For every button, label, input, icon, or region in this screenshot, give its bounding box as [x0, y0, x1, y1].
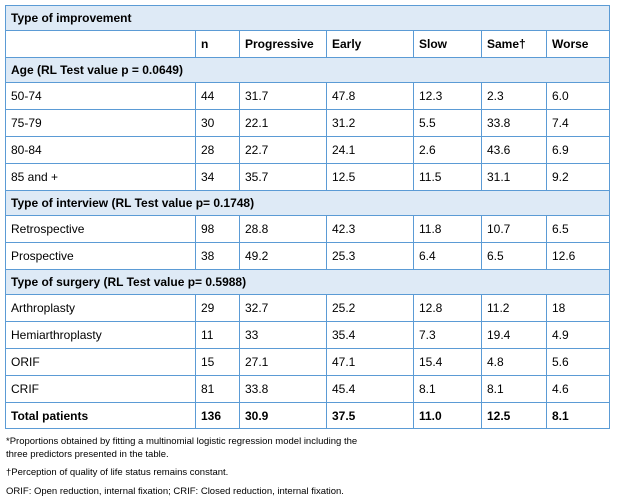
- slow-cell: 11.5: [414, 164, 482, 191]
- table-row: [6, 243, 610, 270]
- progressive-cell: 31.7: [240, 83, 327, 110]
- table-row: [6, 137, 610, 164]
- same-cell: 31.1: [482, 164, 547, 191]
- total-n-cell: 136: [196, 403, 240, 429]
- early-cell: 47.1: [327, 349, 414, 376]
- total-worse-cell: 8.1: [547, 403, 610, 429]
- header-cell-worse: Worse: [547, 31, 610, 58]
- early-cell: 31.2: [327, 110, 414, 137]
- improvement-table: [5, 5, 610, 429]
- section-header: Type of surgery (RL Test value p= 0.5988): [6, 270, 610, 295]
- row-label: CRIF: [6, 376, 196, 403]
- row-label: ORIF: [6, 349, 196, 376]
- table-row: [6, 83, 610, 110]
- footnote-abbreviations: ORIF: Open reduction, internal fixation; CRIF: Closed reduction, internal fixation.: [6, 485, 344, 497]
- total-row-label: Total patients: [6, 403, 196, 429]
- same-cell: 6.5: [482, 243, 547, 270]
- progressive-cell: 33.8: [240, 376, 327, 403]
- worse-cell: 9.2: [547, 164, 610, 191]
- header-cell-progressive: Progressive: [240, 31, 327, 58]
- footnote-star: *Proportions obtained by fitting a multinomial logistic regression model including the: [6, 436, 358, 447]
- table-row: [6, 322, 610, 349]
- slow-cell: 5.5: [414, 110, 482, 137]
- early-cell: 47.8: [327, 83, 414, 110]
- n-cell: 30: [196, 110, 240, 137]
- progressive-cell: 35.7: [240, 164, 327, 191]
- row-label: 80-84: [6, 137, 196, 164]
- n-cell: 34: [196, 164, 240, 191]
- table-row: [6, 164, 610, 191]
- n-cell: 81: [196, 376, 240, 403]
- footnote-dagger: †Perception of quality of life status remains constant.: [6, 467, 229, 478]
- same-cell: 4.8: [482, 349, 547, 376]
- n-cell: 29: [196, 295, 240, 322]
- same-cell: 8.1: [482, 376, 547, 403]
- slow-cell: 6.4: [414, 243, 482, 270]
- document-table-container: [5, 5, 611, 498]
- worse-cell: 4.9: [547, 322, 610, 349]
- section-header-row: [6, 58, 610, 83]
- progressive-cell: 32.7: [240, 295, 327, 322]
- header-cell-slow: Slow: [414, 31, 482, 58]
- row-label: 50-74: [6, 83, 196, 110]
- progressive-cell: 33: [240, 322, 327, 349]
- total-progressive-cell: 30.9: [240, 403, 327, 429]
- section-header-row: [6, 270, 610, 295]
- header-cell-blank: [6, 31, 196, 58]
- total-slow-cell: 11.0: [414, 403, 482, 429]
- early-cell: 35.4: [327, 322, 414, 349]
- n-cell: 11: [196, 322, 240, 349]
- header-cell-same: Same†: [482, 31, 547, 58]
- total-same-cell: 12.5: [482, 403, 547, 429]
- row-label: Prospective: [6, 243, 196, 270]
- same-cell: 19.4: [482, 322, 547, 349]
- progressive-cell: 22.7: [240, 137, 327, 164]
- early-cell: 24.1: [327, 137, 414, 164]
- progressive-cell: 27.1: [240, 349, 327, 376]
- slow-cell: 7.3: [414, 322, 482, 349]
- table-row: [6, 216, 610, 243]
- table-row: [6, 349, 610, 376]
- slow-cell: 8.1: [414, 376, 482, 403]
- same-cell: 43.6: [482, 137, 547, 164]
- worse-cell: 18: [547, 295, 610, 322]
- same-cell: 33.8: [482, 110, 547, 137]
- n-cell: 44: [196, 83, 240, 110]
- slow-cell: 11.8: [414, 216, 482, 243]
- worse-cell: 6.9: [547, 137, 610, 164]
- same-cell: 2.3: [482, 83, 547, 110]
- table-title-row: [6, 6, 610, 31]
- slow-cell: 12.3: [414, 83, 482, 110]
- worse-cell: 5.6: [547, 349, 610, 376]
- header-cell-n: n: [196, 31, 240, 58]
- table-title: Type of improvement: [6, 6, 610, 31]
- section-header: Type of interview (RL Test value p= 0.1748): [6, 191, 610, 216]
- worse-cell: 4.6: [547, 376, 610, 403]
- footnote-star-continued: three predictors presented in the table.: [6, 448, 169, 460]
- row-label: 85 and +: [6, 164, 196, 191]
- same-cell: 11.2: [482, 295, 547, 322]
- progressive-cell: 49.2: [240, 243, 327, 270]
- row-label: Hemiarthroplasty: [6, 322, 196, 349]
- total-early-cell: 37.5: [327, 403, 414, 429]
- n-cell: 28: [196, 137, 240, 164]
- early-cell: 12.5: [327, 164, 414, 191]
- early-cell: 25.3: [327, 243, 414, 270]
- slow-cell: 15.4: [414, 349, 482, 376]
- table-footnotes: [5, 436, 611, 498]
- worse-cell: 12.6: [547, 243, 610, 270]
- row-label: Arthroplasty: [6, 295, 196, 322]
- table-row: [6, 376, 610, 403]
- column-header-row: [6, 31, 610, 58]
- table-row: [6, 110, 610, 137]
- same-cell: 10.7: [482, 216, 547, 243]
- table-row: [6, 295, 610, 322]
- slow-cell: 12.8: [414, 295, 482, 322]
- n-cell: 98: [196, 216, 240, 243]
- n-cell: 38: [196, 243, 240, 270]
- row-label: Retrospective: [6, 216, 196, 243]
- progressive-cell: 28.8: [240, 216, 327, 243]
- section-header-row: [6, 191, 610, 216]
- progressive-cell: 22.1: [240, 110, 327, 137]
- worse-cell: 6.5: [547, 216, 610, 243]
- header-cell-early: Early: [327, 31, 414, 58]
- worse-cell: 6.0: [547, 83, 610, 110]
- row-label: 75-79: [6, 110, 196, 137]
- early-cell: 42.3: [327, 216, 414, 243]
- total-row: [6, 403, 610, 429]
- early-cell: 45.4: [327, 376, 414, 403]
- section-header: Age (RL Test value p = 0.0649): [6, 58, 610, 83]
- worse-cell: 7.4: [547, 110, 610, 137]
- n-cell: 15: [196, 349, 240, 376]
- early-cell: 25.2: [327, 295, 414, 322]
- slow-cell: 2.6: [414, 137, 482, 164]
